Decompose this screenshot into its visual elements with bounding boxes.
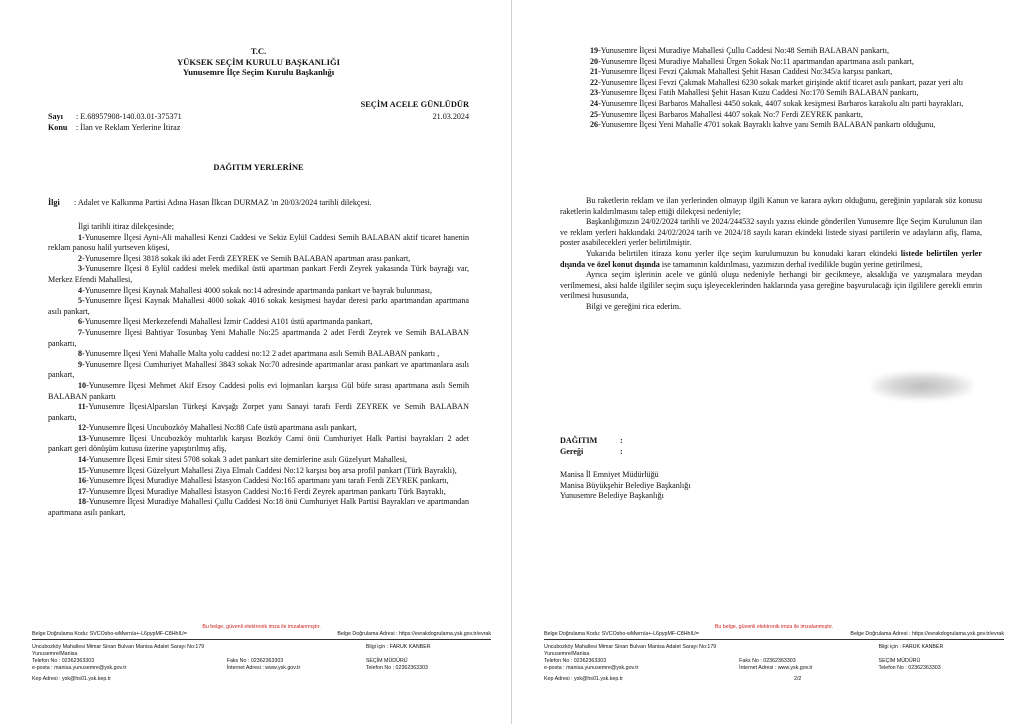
distribution-block: DAĞITIM : Gereği :	[560, 436, 623, 456]
sayi-row	[48, 112, 469, 123]
fax: Faks No : 02362363303	[739, 658, 796, 664]
list-item: 19-Yunusemre İlçesi Muradiye Mahallesi Çullu Caddesi No:48 Semih BALABAN pankartı,	[590, 46, 889, 55]
esign-notice: Bu belge, güvenli elektronik imza ile imzalanmıştır.	[714, 624, 834, 630]
header-ysk: YÜKSEK SEÇİM KURULU BAŞKANLIĞI	[176, 56, 341, 67]
paragraph-2: Başkanlığımızın 24/02/2024 tarihli ve 2024/244532 sayılı yazısı ekinde gönderilen Yunusemre İlçe Seçim Kurulunun ilan ve reklam yerleri hakkındaki 24/02/2024 tarih ve 2024/18 sayılı kararı ekindeki listede siyasi partilerin ve adayların afiş, flama, poster asabilecekleri yerler belirtilmiştir.	[560, 217, 982, 248]
sayi-value: : E.68957908-140.03.01-375371	[76, 112, 182, 121]
konu-row	[48, 123, 469, 134]
page-footer-1	[32, 624, 491, 683]
esign-notice: Bu belge, güvenli elektronik imza ile imzalanmıştır.	[202, 624, 321, 630]
geregi-label: Gereği	[560, 446, 584, 456]
header-tc: T.C.	[250, 46, 267, 56]
role: SEÇİM MÜDÜRÜ	[365, 658, 408, 664]
list-item: 20-Yunusemre İlçesi Muradiye Mahallesi Ürgen Sokak No:11 apartmandan apartmana asılı pankart,	[590, 56, 914, 66]
list-item: 8-Yunusemre İlçesi Yeni Mahalle Malta yolu caddesi no:12 2 adet apartmana asılı Semih BALABAN pankartı ,	[78, 349, 440, 359]
page-number: 2/2	[794, 676, 802, 682]
letterhead	[48, 46, 469, 78]
dagitim-label: DAĞITIM	[560, 436, 598, 445]
document-page-2	[512, 0, 1024, 724]
list-item: 26-Yunusemre İlçesi Yeni Mahalle 4701 sokak Bayraklı kahve yanı Semih BALABAN pankartı olduğunu,	[590, 120, 936, 130]
recipient-list	[560, 470, 982, 502]
info-contact: Bilgi için : FARUK KANBER	[878, 644, 944, 650]
meta-block	[48, 112, 469, 133]
list-item: 17-Yunusemre İlçesi Muradiye Mahallesi İstasyon Caddesi No:16 Ferdi Zeyrek apartman pankartı Türk Bayraklı,	[78, 486, 446, 496]
website: İnternet Adresi : www.ysk.gov.tr	[226, 665, 301, 671]
paragraph-4: Ayrıca seçim işlerinin acele ve günlü oluşu nedeniyle herhangi bir gecikmeye, aksaklığa ve yazışmalara meydan verilmemesi, aksi halde ilgililer seçim suçu işleyeceklerinden haklarında yasa gereğine başvurulacağı için ilgililere gerekli emrin verilmesi hususunda,	[560, 270, 982, 301]
list-item: 2-Yunusemre İlçesi 3818 sokak iki adet Ferdi ZEYREK ve Semih BALABAN apartman arası pankart,	[78, 253, 411, 263]
list-item: 22-Yunusemre İlçesi Fevzi Çakmak Mahallesi 6230 sokak market girişinde aktif ticaret asılı pankart, pazar yeri altı	[590, 77, 964, 87]
verify-code: Belge Doğrulama Kodu: SVCOsho-wMwrn/a+-L6pypMF-C8HhIU=	[544, 631, 699, 637]
list-item: 23-Yunusemre İlçesi Fatih Mahallesi Şehit Hasan Kuzu Caddesi No:170 Semih BALABAN pankartı,	[590, 88, 919, 98]
list-item: 14-Yunusemre İlçesi Emir sitesi 5708 sokak 3 adet pankart site demirlerine asılı Güzelyurt Mahallesi,	[78, 455, 408, 465]
fax: Faks No : 02362363303	[226, 658, 284, 664]
kep-address: Kep Adresi : ysk@hs01.ysk.kep.tr	[32, 676, 111, 682]
urgency-label: SEÇİM ACELE GÜNLÜDÜR	[360, 100, 469, 109]
konu-value: : İlan ve Reklam Yerlerine İtiraz	[76, 122, 181, 132]
website: İnternet Adresi : www.ysk.gov.tr	[739, 665, 813, 671]
recipient-item: Manisa İl Emniyet Müdürlüğü	[560, 470, 659, 479]
recipient-item: Manisa Büyükşehir Belediye Başkanlığı	[560, 480, 691, 490]
list-item: 24-Yunusemre İlçesi Barbaros Mahallesi 4450 sokak, 4407 sokak kesişmesi Barbaros karakolu altı parti bayrakları,	[590, 98, 964, 108]
role: SEÇİM MÜDÜRÜ	[878, 658, 921, 664]
paragraph-3: Yukarıda belirtilen itiraza konu yerler ilçe seçim kurulumuzun bu konudaki kararı ekindeki listede belirtilen yerler dışında ve özel konut dışında ise tamamının kaldırılması, yazımızın derhal ivedilikle bugün yerine getirilmesi,	[560, 248, 982, 269]
phone-2: Telefon No : 02362363303	[365, 665, 428, 671]
verify-code: Belge Doğrulama Kodu: SVCOsho-wMwrn/a+-L6pypMF-C8HhIU=	[32, 631, 187, 637]
paragraph-5: Bilgi ve gereğini rica ederim.	[586, 301, 682, 311]
sayi-label: Sayı	[48, 112, 63, 121]
verify-address: Belge Doğrulama Adresi : https://evrakdogrulama.ysk.gov.tr/evrak	[850, 631, 1004, 637]
paragraph-1: Bu raketlerin reklam ve ilan yerlerinden olmayıp ilgili Kanun ve karara aykırı olduğunu, gereğinin yapılarak söz konusu raketlerin kaldırılmasını talep ettiği dilekçesi nedeniyle;	[560, 196, 982, 216]
list-item: 10-Yunusemre İlçesi Mehmet Akif Ersoy Caddesi polis evi lojmanları karşısı Gül büfe sırası apartmana asılı Semih BALABAN pankartı	[48, 380, 469, 401]
list-item: 12-Yunusemre İlçesi Uncubozköy Mahallesi No:88 Cafe üstü apartmana asılı pankart,	[78, 423, 357, 433]
section-title: DAĞITIM YERLERİNE	[213, 163, 304, 172]
header-ilce: Yunusemre İlçe Seçim Kurulu Başkanlığı	[182, 67, 335, 78]
list-item: 5-Yunusemre İlçesi Kaynak Mahallesi 4000 sokak 4016 sokak kesişmesi haydar deresi parkı apartmandan apartmana asılı pankart,	[48, 296, 469, 316]
document-date: 21.03.2024	[432, 112, 469, 121]
list-item: 13-Yunusemre İlçesi Uncubozköy muhtarlık karşısı Bozköy Cami önü Cumhuriyet Halk Partisi bayrakları 2 adet pankart geri dönüşüm kutusu üzerine yapıştırılmış afiş,	[48, 433, 469, 454]
info-contact: Bilgi için : FARUK KANBER	[365, 644, 431, 650]
list-item: 18-Yunusemre İlçesi Muradiye Mahallesi Çullu Caddesi No:18 önü Cumhuriyet Halk Partisi Bayrakları ve apartmandan apartmana asılı pankart,	[48, 497, 469, 518]
item-list-page-2	[560, 46, 982, 131]
email: e-posta : manisa.yunusemre@ysk.gov.tr	[544, 665, 639, 671]
list-item: 16-Yunusemre İlçesi Muradiye Mahallesi İstasyon Caddesi No:165 apartmanı yanı tarafı Ferdi ZEYREK pankartı,	[78, 476, 449, 486]
body-paragraphs	[560, 196, 982, 313]
item-list-page-1	[48, 222, 469, 519]
verify-address: Belge Doğrulama Adresi : https://evrakdogrulama.ysk.gov.tr/evrak	[337, 631, 491, 637]
ilgi-value: : Adalet ve Kalkınma Partisi Adına Hasan İlkcan DURMAZ 'ın 20/03/2024 tarihli dilekçesi.	[74, 198, 372, 207]
blurred-signature	[872, 372, 972, 400]
email: e-posta : manisa.yunusemre@ysk.gov.tr	[32, 665, 127, 671]
list-item: 3-Yunusemre İlçesi 8 Eylül caddesi melek medikal üstü apartman pankart Ferdi Zeyrek yakasında Türk bayrağı var, Merkez Efendi Mahallesi,	[48, 264, 469, 284]
phone-2: Telefon No : 02362363303	[878, 665, 941, 671]
contact-grid	[32, 644, 491, 672]
list-item: 4-Yunusemre İlçesi Kaynak Mahallesi 4000 sokak no:14 adresinde apartmanda pankart ve bayrak bulunması,	[78, 285, 432, 295]
list-item: 21-Yunusemre İlçesi Fevzi Çakmak Mahallesi Şehit Hasan Caddesi No:345/a karşısı pankart,	[590, 67, 893, 77]
intro-text: İlgi tarihli itiraz dilekçesinde;	[78, 222, 174, 231]
list-item: 11-Yunusemre İlçesiAlparslan Türkeşi Kavşağı Zorpet yanı Sanayi tarafı Ferdi ZEYREK ve Semih BALABAN pankartı,	[48, 402, 469, 422]
list-item: 6-Yunusemre İlçesi Merkezefendi Mahallesi İzmir Caddesi A101 üstü apartmanda pankart,	[78, 317, 373, 327]
list-item: 15-Yunusemre İlçesi Güzelyurt Mahallesi Ziya Elmalı Caddesi No:12 karşısı boş arsa profil pankart (Türk Bayraklı),	[78, 465, 457, 475]
kep-address: Kep Adresi : ysk@hs01.ysk.kep.tr	[544, 676, 623, 682]
list-item: 25-Yunusemre İlçesi Barbaros Mahallesi 4407 sokak No:7 Ferdi ZEYREK pankartı,	[590, 109, 863, 119]
list-item: 1-Yunusemre İlçesi Ayni-Ali mahallesi Kenzi Caddesi ve Sekiz Eylül Caddesi Semih BALABAN aktif ticaret hanenin reklam panosu halil yurtseven köşesi,	[48, 232, 469, 253]
page-footer-2	[544, 624, 1004, 683]
address: Uncubozköy Mahallesi Mimar Sinan Bulvarı Manisa Adalet Sarayı No:179 Yunusemre/Manisa	[32, 644, 205, 657]
list-item: 7-Yunusemre İlçesi Bahtiyar Tosunbaş Yeni Mahalle No:25 apartmanda 2 adet Ferdi Zeyrek ve Semih BALABAN pankartı,	[48, 327, 469, 348]
contact-grid	[544, 644, 1004, 672]
phone: Telefon No : 02362363303	[544, 658, 607, 664]
recipient-item: Yunusemre Belediye Başkanlığı	[560, 491, 664, 501]
address: Uncubozköy Mahallesi Mimar Sinan Bulvarı Manisa Adalet Sarayı No:179 Yunusemre/Manisa	[544, 644, 717, 657]
ilgi-label: İlgi	[48, 198, 60, 207]
ilgi-row	[48, 198, 469, 209]
phone: Telefon No : 02362363303	[32, 658, 95, 664]
list-item: 9-Yunusemre İlçesi Cumhuriyet Mahallesi 3843 sokak No:70 adresinde apartmanlar arası pankart ve apartmanlara asılı pankart,	[48, 359, 469, 380]
konu-label: Konu	[48, 122, 68, 132]
